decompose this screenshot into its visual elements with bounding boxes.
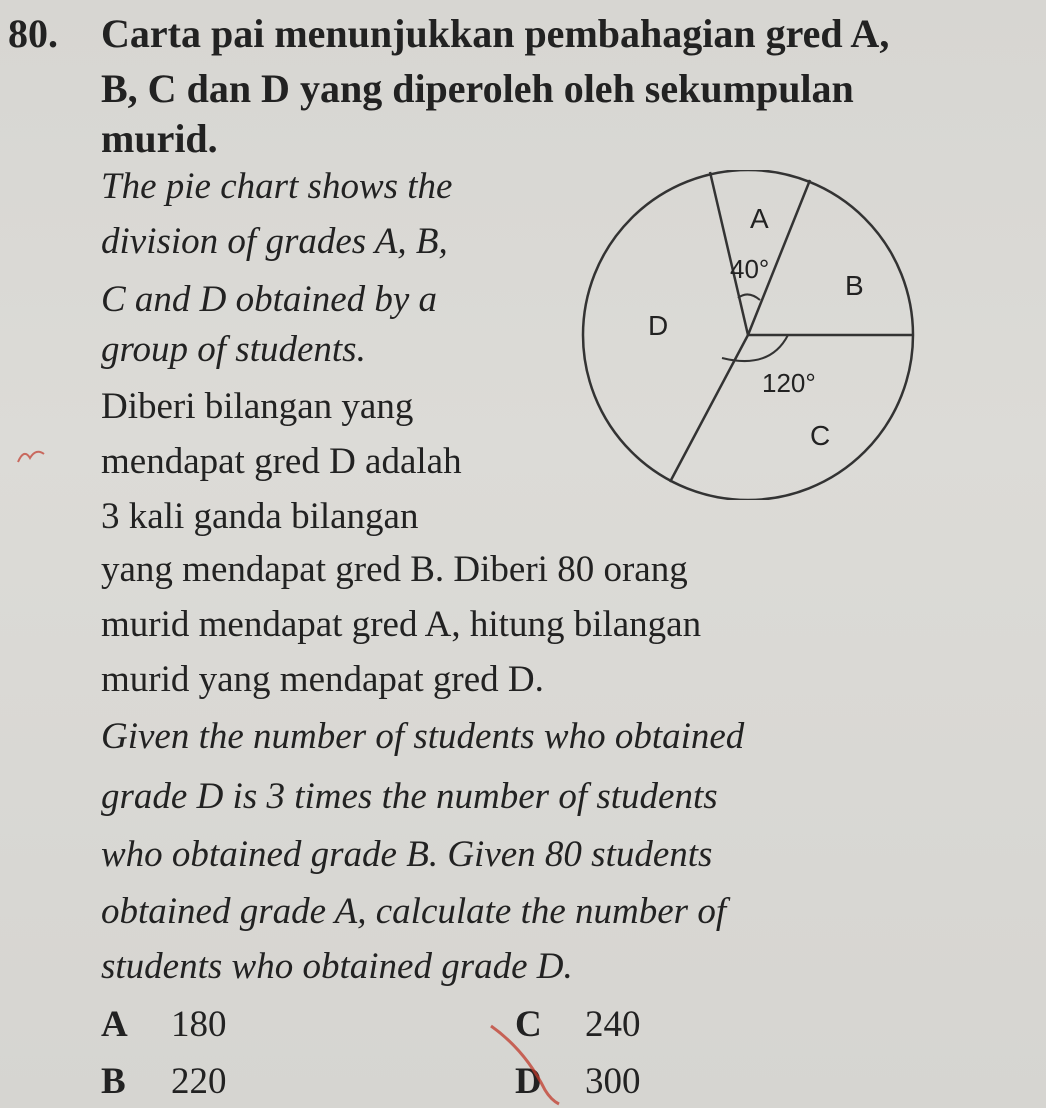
pen-mark-option-d bbox=[485, 1020, 575, 1108]
malay-intro-line-1: Carta pai menunjukkan pembahagian gred A, bbox=[101, 11, 890, 56]
pen-mark-left bbox=[14, 440, 54, 470]
pie-chart-svg bbox=[570, 170, 920, 500]
malay-intro-line-2: B, C dan D yang diperoleh oleh sekumpulan bbox=[101, 66, 854, 111]
slice-label-d: D bbox=[648, 310, 669, 341]
option-c-value: 240 bbox=[585, 1004, 641, 1045]
angle-arc-c bbox=[722, 335, 788, 361]
slice-label-a: A bbox=[750, 203, 769, 234]
malay-problem-line-5: murid mendapat gred A, hitung bilangan bbox=[101, 604, 702, 645]
option-c-letter: C bbox=[515, 1004, 542, 1045]
malay-intro-line-3: murid. bbox=[101, 116, 218, 161]
pie-chart bbox=[570, 170, 920, 500]
english-problem-line-5: students who obtained grade D. bbox=[101, 946, 573, 987]
english-problem-line-3: who obtained grade B. Given 80 students bbox=[101, 834, 713, 875]
slice-label-b: B bbox=[845, 270, 864, 301]
english-problem-line-2: grade D is 3 times the number of students bbox=[101, 776, 718, 817]
malay-problem-line-6: murid yang mendapat gred D. bbox=[101, 659, 544, 700]
malay-problem-line-1: Diberi bilangan yang bbox=[101, 386, 414, 427]
divider-c-d bbox=[670, 335, 748, 482]
english-intro-line-4: group of students. bbox=[101, 329, 366, 370]
angle-label-c: 120° bbox=[762, 368, 816, 398]
malay-problem-line-4: yang mendapat gred B. Diberi 80 orang bbox=[101, 549, 688, 590]
question-number: 80. bbox=[8, 11, 58, 56]
option-d-letter: D bbox=[515, 1061, 542, 1102]
angle-arc-a bbox=[738, 294, 760, 300]
english-problem-line-1: Given the number of students who obtained bbox=[101, 716, 745, 757]
english-intro-line-1: The pie chart shows the bbox=[101, 166, 453, 207]
option-d-value: 300 bbox=[585, 1061, 641, 1102]
option-a[interactable] bbox=[101, 1003, 227, 1046]
english-intro-line-2: division of grades A, B, bbox=[101, 221, 448, 262]
option-b[interactable] bbox=[101, 1060, 227, 1103]
english-problem-line-4: obtained grade A, calculate the number of bbox=[101, 891, 727, 932]
option-a-letter: A bbox=[101, 1004, 128, 1045]
malay-problem-line-3: 3 kali ganda bilangan bbox=[101, 496, 419, 537]
slice-label-c: C bbox=[810, 420, 831, 451]
option-a-value: 180 bbox=[171, 1004, 227, 1045]
option-b-value: 220 bbox=[171, 1061, 227, 1102]
malay-problem-line-2: mendapat gred D adalah bbox=[101, 441, 462, 482]
angle-label-a: 40° bbox=[730, 254, 770, 284]
option-b-letter: B bbox=[101, 1061, 126, 1102]
english-intro-line-3: C and D obtained by a bbox=[101, 279, 438, 320]
